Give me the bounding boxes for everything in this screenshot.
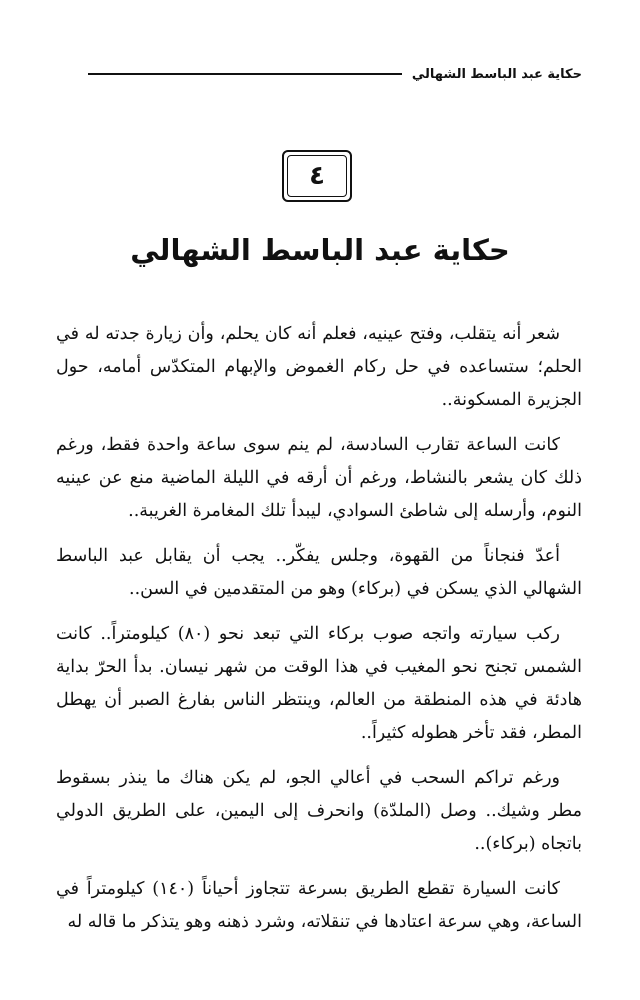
paragraph: كانت الساعة تقارب السادسة، لم ينم سوى ساعة واحدة فقط، ورغم ذلك كان يشعر بالنشاط، ورغم أن أرقه في الليلة الماضية منع عن عينيه النوم، وأرسله إلى شاطئ السوادي، ليبدأ تلك المغامرة الغريبة.. [56,435,582,521]
running-title: حكاية عبد الباسط الشهالي [411,66,582,82]
running-header [88,62,582,86]
header-rule [88,73,402,75]
paragraph: أعدّ فنجاناً من القهوة، وجلس يفكّر.. يجب أن يقابل عبد الباسط الشهالي الذي يسكن في (بركاء) وهو من المتقدمين في السن.. [56,546,582,599]
chapter-number: ٤ [287,155,347,197]
chapter-number-box [282,150,352,202]
body-text [56,318,582,951]
chapter-title: حكاية عبد الباسط الشهالي [130,233,510,267]
paragraph: ركب سيارته واتجه صوب بركاء التي تبعد نحو (٨٠) كيلومتراً.. كانت الشمس تجنح نحو المغيب في هذا الوقت من شهر نيسان. بدأ الحرّ بداية هادئة في هذه المنطقة من العالم، وينتظر الناس بفارغ الصبر أن يهطل المطر، فقد تأخر هطوله كثيراً.. [56,624,582,743]
paragraph: شعر أنه يتقلب، وفتح عينيه، فعلم أنه كان يحلم، وأن زيارة جدته له في الحلم؛ ستساعده في حل ركام الغموض والإبهام المتكدّس أمامه، حول الجزيرة المسكونة.. [56,324,582,410]
paragraph: كانت السيارة تقطع الطريق بسرعة تتجاوز أحياناً (١٤٠) كيلومتراً في الساعة، وهي سرعة اعتادها في تنقلاته، وشرد ذهنه وهو يتذكر ما قاله له [56,879,582,932]
paragraph: ورغم تراكم السحب في أعالي الجو، لم يكن هناك ما ينذر بسقوط مطر وشيك.. وصل (الملدّة) وانحرف إلى اليمين، على الطريق الدولي باتجاه (بركاء).. [56,768,582,854]
